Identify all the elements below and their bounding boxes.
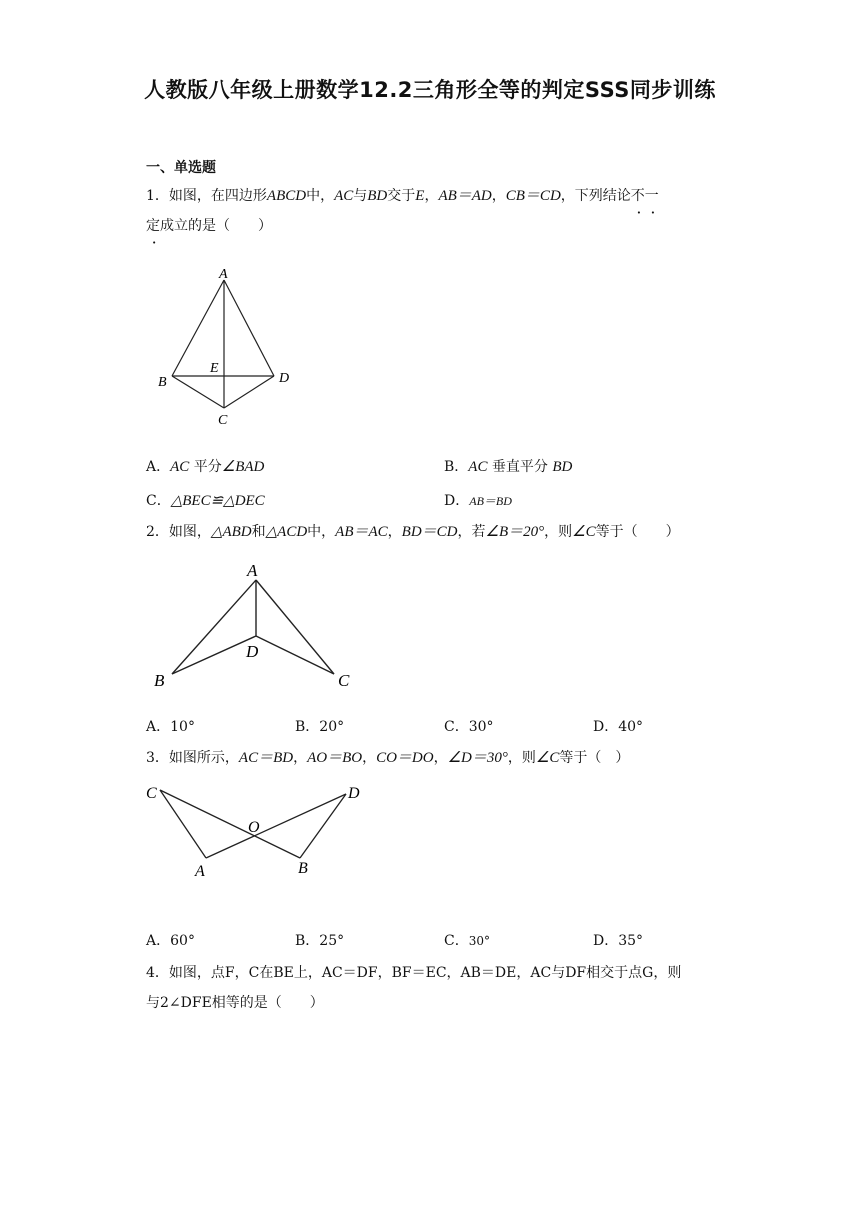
q3-label-a: A	[195, 863, 205, 880]
q3-option-d: D．35°	[593, 933, 644, 949]
q1-label-e: E	[210, 361, 219, 376]
q1-math: CB＝CD	[505, 188, 561, 204]
q1-option-a: A．AC 平分∠BAD	[146, 459, 265, 475]
q1-math: ABCD	[266, 188, 307, 204]
q1-option-d: D．AB＝BD	[444, 493, 512, 509]
q1-text: ，	[424, 188, 439, 204]
page-title: 人教版八年级上册数学12.2三角形全等的判定SSS同步训练	[144, 78, 716, 102]
q1-option-c: C．△BEC≌△DEC	[146, 493, 265, 509]
q1-math: AC	[334, 188, 354, 204]
q1-math: E	[415, 188, 425, 204]
q2-option-a: A．10°	[146, 719, 195, 735]
q2-label-c: C	[338, 671, 350, 690]
q1-text: ，	[491, 188, 506, 204]
q2-option-b: B．20°	[295, 719, 345, 735]
q3-option-c: C．30°	[444, 933, 490, 949]
q1-text: 交于	[387, 188, 416, 204]
question-1-text	[146, 181, 721, 241]
q4-line-2: 与2∠DFE相等的是（ ）	[146, 995, 324, 1011]
q1-label-d: D	[279, 371, 290, 386]
q1-option-b: B．AC 垂直平分 BD	[444, 459, 573, 475]
q4-line-1: 4．如图，点F，C在BE上，AC＝DF，BF＝EC，AB＝DE，AC与DF相交于点G，则	[146, 965, 682, 981]
q3-label-o: O	[248, 819, 260, 836]
question-4-text	[146, 958, 726, 1018]
q3-option-b: B．25°	[295, 933, 345, 949]
q3-option-a: A．60°	[146, 933, 195, 949]
q1-emphasis: 定	[146, 218, 160, 234]
q3-label-c: C	[146, 785, 157, 802]
q1-label-b: B	[158, 375, 167, 390]
q3-label-b: B	[298, 860, 308, 877]
q2-label-b: B	[154, 671, 165, 690]
q1-math: AB＝AD	[438, 188, 492, 204]
q1-text: 与	[353, 188, 368, 204]
q3-label-d: D	[348, 785, 360, 802]
q1-math: BD	[367, 188, 388, 204]
q2-label-a: A	[247, 561, 258, 580]
q1-text: 成立的是（ ）	[160, 218, 272, 234]
question-2-text: 2．如图，△ABD和△ACD中，AB＝AC，BD＝CD，若∠B＝20°，则∠C等于（ ）	[146, 524, 680, 540]
q2-option-d: D．40°	[593, 719, 644, 735]
q2-option-c: C．30°	[444, 719, 494, 735]
q2-figure	[150, 556, 370, 696]
q1-figure	[150, 262, 310, 432]
question-3-text: 3．如图所示，AC＝BD，AO＝BO，CO＝DO，∠D＝30°，则∠C等于（ ）	[146, 750, 630, 766]
q1-label-c: C	[218, 413, 228, 428]
q1-label-a: A	[219, 267, 228, 282]
q1-emphasis: 不	[630, 188, 645, 204]
q1-text: 中，	[306, 188, 335, 204]
q1-text: 1．如图，在四边形	[146, 188, 267, 204]
q3-figure	[140, 780, 380, 880]
q1-emphasis: 一	[644, 188, 659, 204]
section-heading: 一、单选题	[146, 160, 216, 176]
q2-label-d: D	[246, 642, 259, 661]
q1-text: ，下列结论	[560, 188, 631, 204]
